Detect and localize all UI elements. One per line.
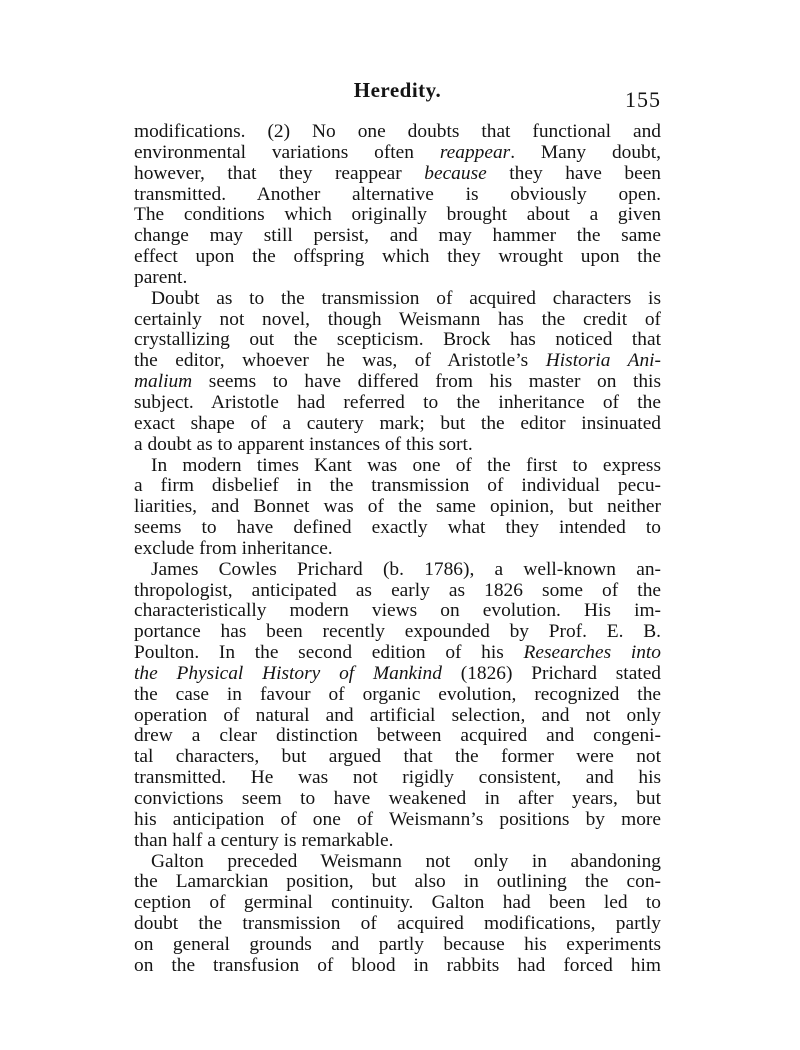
italic-text: the Physical History of Mankind: [134, 663, 442, 684]
text-segment: drew a clear distinction between acquired and congeni-: [134, 726, 661, 747]
text-line: [134, 393, 661, 414]
text-segment: however, that they reappear: [134, 163, 425, 184]
text-line: [134, 664, 661, 685]
text-segment: a doubt as to apparent instances of this sort.: [134, 434, 473, 455]
running-head: [134, 78, 661, 112]
text-line: [134, 205, 661, 226]
text-line: [134, 268, 661, 289]
text-segment: modifications. (2) No one doubts that functional and: [134, 122, 661, 142]
text-line: [134, 351, 661, 372]
text-line: [134, 539, 661, 560]
text-segment: subject. Aristotle had referred to the inheritance of the: [134, 392, 661, 413]
text-line: [134, 789, 661, 810]
page-number: 155: [625, 87, 661, 112]
text-segment: they have been: [486, 163, 661, 184]
text-line: [134, 914, 661, 935]
text-line: [134, 289, 661, 310]
italic-text: Historia Ani-: [545, 351, 661, 372]
italic-text: reappear: [439, 142, 511, 163]
running-title: Heredity.: [353, 78, 442, 102]
text-segment: characteristically modern views on evolution. His im-: [134, 601, 661, 622]
text-line: [134, 831, 661, 852]
text-segment: Poulton. In the second edition of his: [134, 643, 524, 664]
text-segment: Galton preceded Weismann not only in abandoning: [151, 851, 661, 872]
text-line: [134, 643, 661, 664]
text-line: [134, 601, 661, 622]
text-line: [134, 185, 661, 206]
text-segment: the case in favour of organic evolution, recognized the: [134, 684, 661, 705]
text-line: [134, 560, 661, 581]
text-line: [134, 435, 661, 456]
text-segment: the editor, whoever he was, of Aristotle’s: [134, 351, 546, 372]
text-segment: Doubt as to the transmission of acquired characters is: [151, 288, 661, 309]
text-line: [134, 476, 661, 497]
text-segment: parent.: [134, 267, 188, 288]
text-line: [134, 310, 661, 331]
text-line: [134, 935, 661, 956]
text-line: [134, 768, 661, 789]
text-segment: thropologist, anticipated as early as 1826 some of the: [134, 580, 661, 601]
text-line: [134, 852, 661, 873]
italic-text: malium: [134, 372, 193, 393]
text-line: [134, 726, 661, 747]
text-segment: convictions seem to have weakened in after years, but: [134, 789, 661, 809]
text-line: [134, 164, 661, 185]
text-segment: In modern times Kant was one of the first to express: [151, 455, 661, 476]
text-segment: tal characters, but argued that the former were not: [134, 747, 661, 768]
text-segment: effect upon the offspring which they wrought upon the: [134, 247, 661, 268]
text-line: [134, 706, 661, 727]
text-line: [134, 581, 661, 602]
text-segment: The conditions which originally brought about a given: [134, 205, 661, 226]
text-line: [134, 810, 661, 831]
text-segment: exclude from inheritance.: [134, 538, 333, 559]
text-segment: doubt the transmission of acquired modifications, partly: [134, 914, 661, 935]
text-segment: seems to have differed from his master on this: [192, 372, 661, 393]
text-segment: than half a century is remarkable.: [134, 830, 394, 851]
text-segment: on general grounds and partly because his experiments: [134, 934, 661, 955]
body-text: [134, 122, 661, 977]
text-segment: environmental variations often: [134, 142, 440, 163]
text-segment: (1826) Prichard stated: [441, 663, 661, 684]
text-line: [134, 893, 661, 914]
text-segment: a firm disbelief in the transmission of individual pecu-: [134, 476, 661, 497]
italic-text: because: [424, 163, 487, 184]
text-line: [134, 518, 661, 539]
text-segment: . Many doubt,: [510, 142, 661, 163]
text-line: [134, 330, 661, 351]
text-line: [134, 685, 661, 706]
text-line: [134, 956, 661, 977]
text-line: [134, 372, 661, 393]
text-line: [134, 747, 661, 768]
italic-text: Researches into: [523, 643, 661, 664]
text-line: [134, 143, 661, 164]
text-segment: operation of natural and artificial selection, and not only: [134, 705, 661, 726]
text-segment: transmitted. He was not rigidly consistent, and his: [134, 768, 661, 789]
text-line: [134, 226, 661, 247]
text-segment: transmitted. Another alternative is obviously open.: [134, 184, 661, 205]
text-line: [134, 247, 661, 268]
text-segment: on the transfusion of blood in rabbits had forced him: [134, 955, 661, 976]
text-segment: exact shape of a cautery mark; but the editor insinuated: [134, 413, 661, 434]
text-line: [134, 872, 661, 893]
text-line: [134, 414, 661, 435]
text-segment: liarities, and Bonnet was of the same opinion, but neither: [134, 497, 661, 518]
text-segment: certainly not novel, though Weismann has the credit of: [134, 309, 661, 330]
text-segment: ception of germinal continuity. Galton had been led to: [134, 893, 661, 914]
text-line: [134, 122, 661, 143]
text-segment: seems to have defined exactly what they intended to: [134, 518, 661, 539]
text-segment: James Cowles Prichard (b. 1786), a well-known an-: [151, 559, 661, 580]
text-segment: his anticipation of one of Weismann’s positions by more: [134, 809, 661, 830]
text-segment: change may still persist, and may hammer the same: [134, 226, 661, 247]
text-segment: portance has been recently expounded by Prof. E. B.: [134, 622, 661, 643]
text-segment: crystallizing out the scepticism. Brock has noticed that: [134, 330, 661, 351]
text-line: [134, 456, 661, 477]
text-line: [134, 622, 661, 643]
text-line: [134, 497, 661, 518]
text-segment: the Lamarckian position, but also in outlining the con-: [134, 872, 661, 893]
